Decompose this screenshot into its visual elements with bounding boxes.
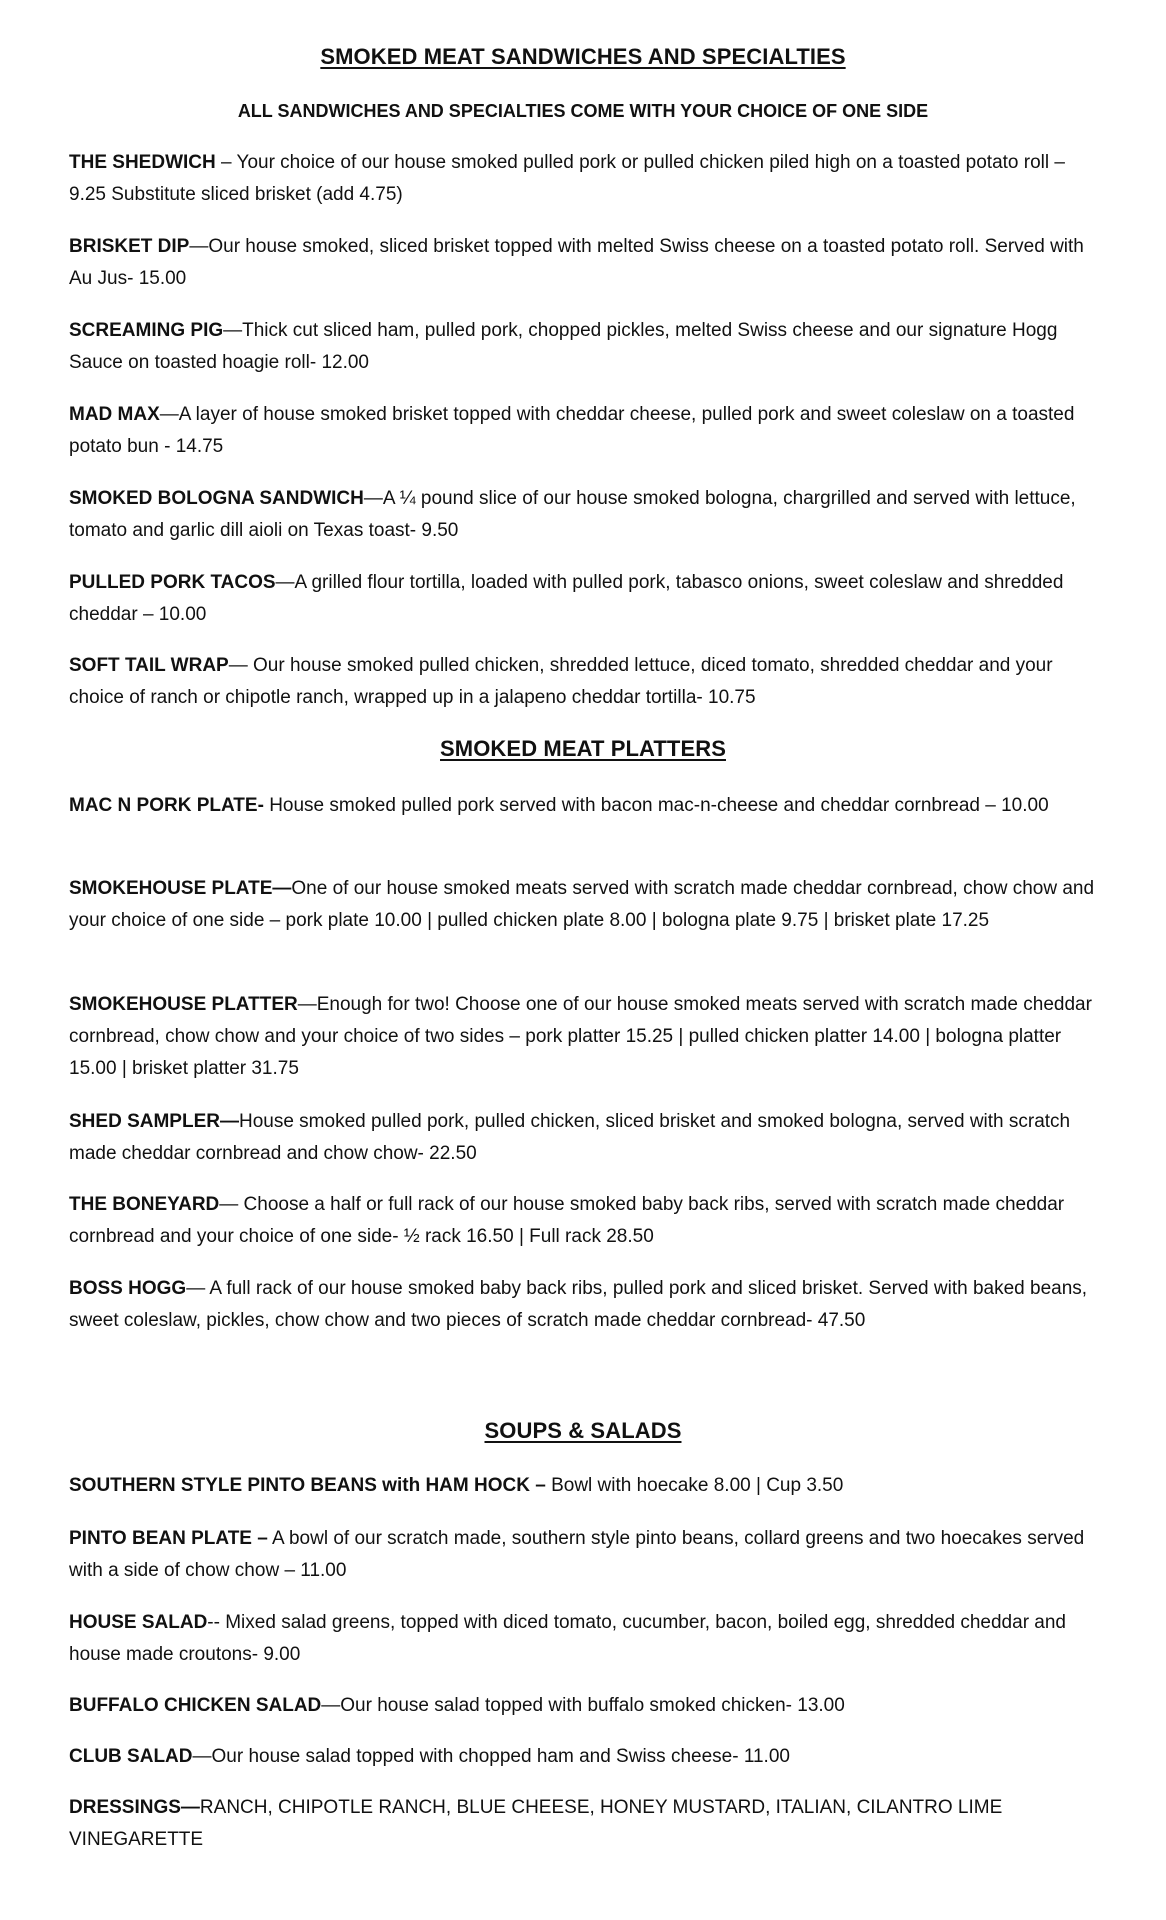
item-name: THE SHEDWICH [69, 152, 216, 173]
menu-item [69, 1273, 1104, 1337]
section-title-platters: SMOKED MEAT PLATTERS [440, 736, 726, 761]
item-name: SOUTHERN STYLE PINTO BEANS with HAM HOCK – [69, 1475, 546, 1496]
item-description: —Our house smoked, sliced brisket topped with melted Swiss cheese on a toasted potato roll. Served with Au Jus- 15.00 [69, 236, 1084, 289]
item-name: BUFFALO CHICKEN SALAD [69, 1695, 322, 1716]
menu-item [69, 231, 1104, 295]
item-description: —Enough for two! Choose one of our house smoked meats served with scratch made cheddar cornbread, chow chow and your choice of two sides – pork platter 15.25 | pulled chicken platter 14.00 | bologna platter 15.00 | brisket platter 31.75 [69, 994, 1092, 1079]
menu-item [69, 1189, 1104, 1253]
menu-item [69, 1690, 1104, 1722]
menu-item [69, 315, 1104, 379]
item-name: SMOKEHOUSE PLATTER [69, 994, 298, 1015]
item-description: One of our house smoked meats served with scratch made cheddar cornbread, chow chow and your choice of one side – pork plate 10.00 | pulled chicken plate 8.00 | bologna plate 9.75 | brisket plate 17.25 [69, 878, 1095, 931]
item-description: RANCH, CHIPOTLE RANCH, BLUE CHEESE, HONEY MUSTARD, ITALIAN, CILANTRO LIME VINEGARETTE [69, 1797, 1003, 1850]
item-name: MAC N PORK PLATE- [69, 795, 264, 816]
item-name: SOFT TAIL WRAP [69, 655, 229, 676]
item-name: BRISKET DIP [69, 236, 190, 257]
item-name: SHED SAMPLER— [69, 1111, 239, 1132]
section-title-soups-salads: SOUPS & SALADS [484, 1418, 682, 1443]
menu-item [69, 147, 1104, 211]
menu-item [69, 790, 1104, 822]
item-name: SMOKEHOUSE PLATE— [69, 878, 292, 899]
item-description: -- Mixed salad greens, topped with diced tomato, cucumber, bacon, boiled egg, shredded cheddar and house made croutons- 9.00 [69, 1612, 1066, 1665]
menu-item [69, 483, 1104, 547]
item-name: DRESSINGS— [69, 1797, 200, 1818]
item-name: THE BONEYARD [69, 1194, 220, 1215]
item-description: —Our house salad topped with buffalo smoked chicken- 13.00 [321, 1695, 845, 1716]
item-name: MAD MAX [69, 404, 160, 425]
item-name: BOSS HOGG [69, 1278, 187, 1299]
item-name: PINTO BEAN PLATE – [69, 1528, 268, 1549]
item-description: — Our house smoked pulled chicken, shredded lettuce, diced tomato, shredded cheddar and your choice of ranch or chipotle ranch, wrapped up in a jalapeno cheddar tortilla- 10.75 [69, 655, 1053, 708]
item-name: PULLED PORK TACOS [69, 572, 276, 593]
menu-item [69, 1470, 1104, 1502]
menu-item [69, 567, 1104, 631]
item-description: —Thick cut sliced ham, pulled pork, chopped pickles, melted Swiss cheese and our signature Hogg Sauce on toasted hoagie roll- 12.00 [69, 320, 1058, 373]
item-description: A bowl of our scratch made, southern style pinto beans, collard greens and two hoecakes served with a side of chow chow – 11.00 [69, 1528, 1085, 1581]
item-description: —A layer of house smoked brisket topped with cheddar cheese, pulled pork and sweet coleslaw on a toasted potato bun - 14.75 [69, 404, 1075, 457]
section-subtitle-sandwiches: ALL SANDWICHES AND SPECIALTIES COME WITH YOUR CHOICE OF ONE SIDE [237, 101, 929, 121]
item-description: —Our house salad topped with chopped ham and Swiss cheese- 11.00 [192, 1746, 790, 1767]
item-description: House smoked pulled pork served with bacon mac-n-cheese and cheddar cornbread – 10.00 [263, 795, 1049, 816]
section-title-sandwiches: SMOKED MEAT SANDWICHES AND SPECIALTIES [320, 44, 846, 69]
menu-item [69, 1607, 1104, 1671]
item-name: CLUB SALAD [69, 1746, 193, 1767]
item-description: —A ¼ pound slice of our house smoked bologna, chargrilled and served with lettuce, tomato and garlic dill aioli on Texas toast- 9.50 [69, 488, 1076, 541]
item-name: SMOKED BOLOGNA SANDWICH [69, 488, 364, 509]
menu-item [69, 1792, 1104, 1856]
item-name: SCREAMING PIG [69, 320, 224, 341]
menu-item [69, 399, 1104, 463]
menu-item [69, 873, 1104, 937]
item-description: Bowl with hoecake 8.00 | Cup 3.50 [545, 1475, 844, 1496]
item-description: – Your choice of our house smoked pulled pork or pulled chicken piled high on a toasted potato roll – 9.25 Substitute sliced brisket (add 4.75) [69, 152, 1065, 205]
item-name: HOUSE SALAD [69, 1612, 208, 1633]
menu-item [69, 1741, 1104, 1773]
item-description: — A full rack of our house smoked baby back ribs, pulled pork and sliced brisket. Served with baked beans, sweet coleslaw, pickles, chow chow and two pieces of scratch made cheddar cornbread- 47.50 [69, 1278, 1088, 1331]
menu-item [69, 650, 1104, 714]
item-description: —A grilled flour tortilla, loaded with pulled pork, tabasco onions, sweet coleslaw and shredded cheddar – 10.00 [69, 572, 1064, 625]
menu-item [69, 1523, 1104, 1587]
item-description: House smoked pulled pork, pulled chicken, sliced brisket and smoked bologna, served with scratch made cheddar cornbread and chow chow- 22.50 [69, 1111, 1071, 1164]
menu-item [69, 989, 1104, 1085]
menu-item [69, 1106, 1104, 1170]
item-description: — Choose a half or full rack of our house smoked baby back ribs, served with scratch made cheddar cornbread and your choice of one side- ½ rack 16.50 | Full rack 28.50 [69, 1194, 1065, 1247]
